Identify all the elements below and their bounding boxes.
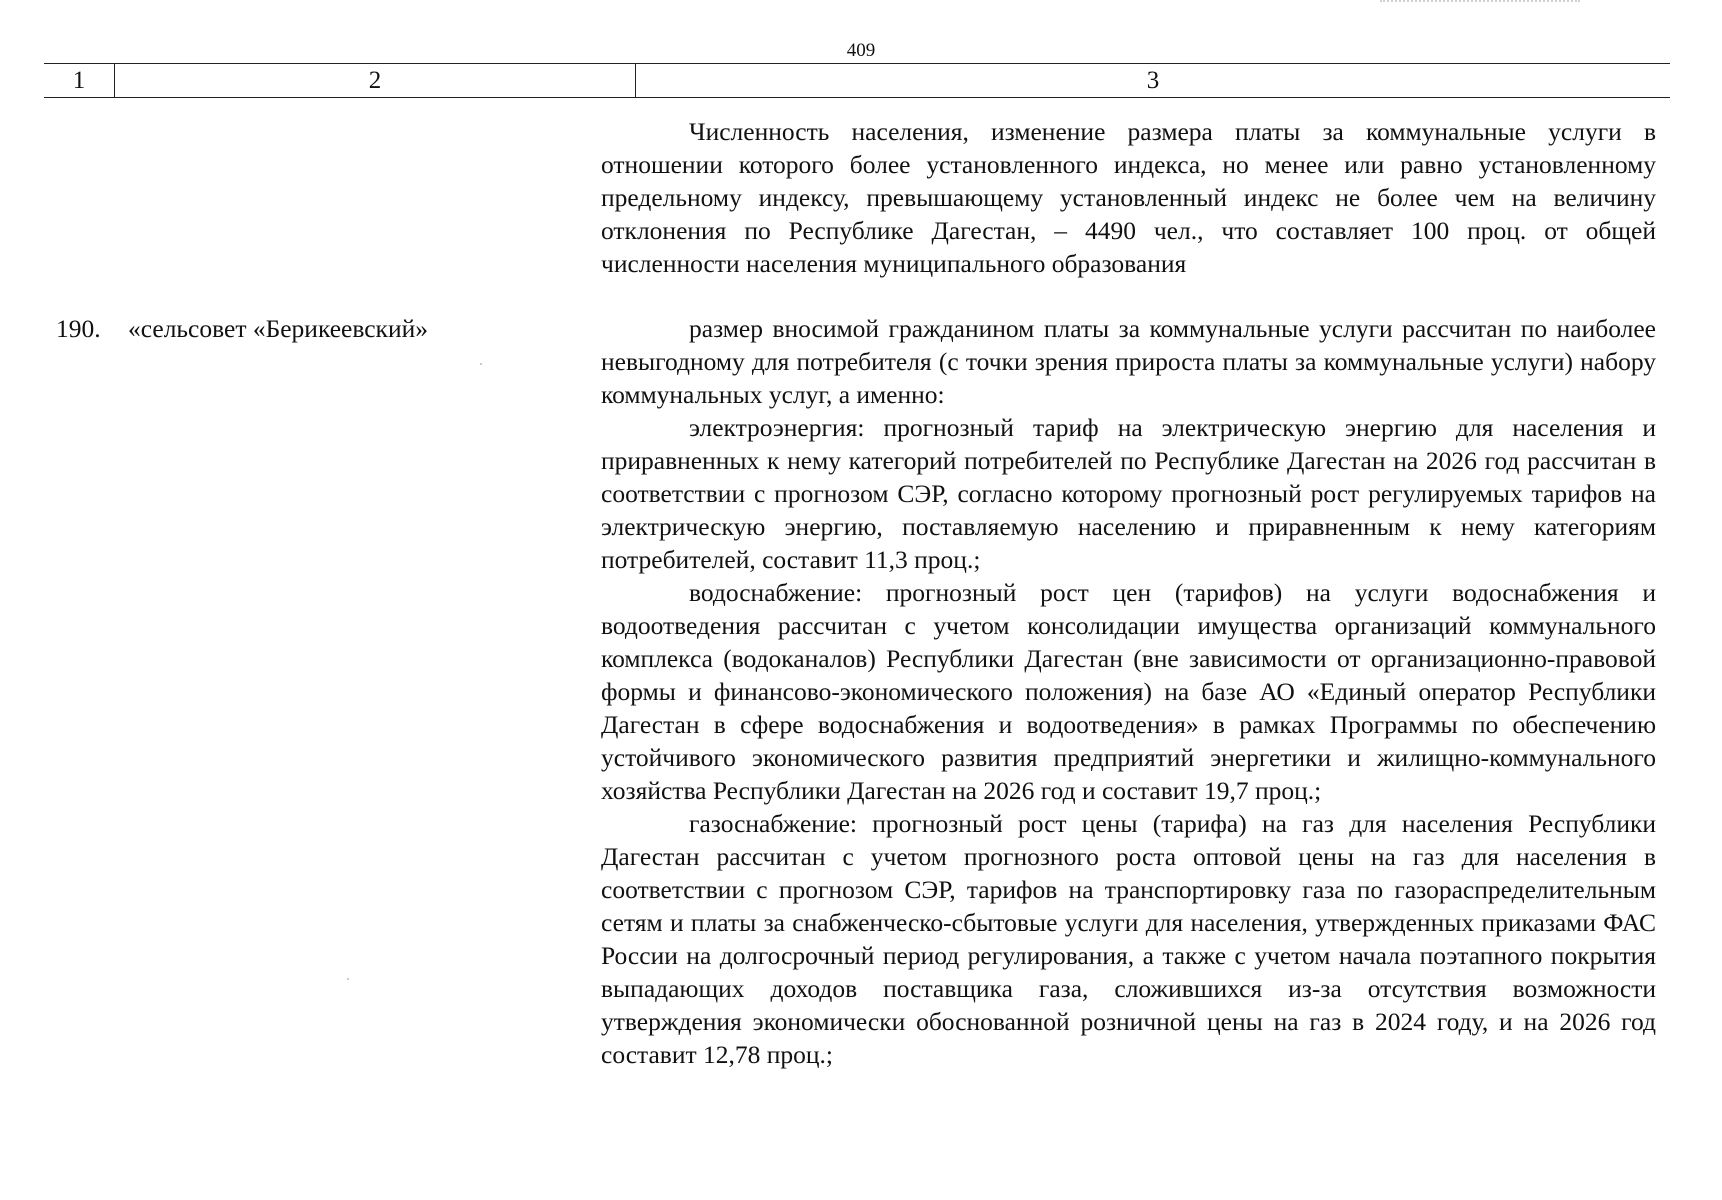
electricity-paragraph: электроэнергия: прогнозный тариф на электрическую энергию для населения и приравненных к нему категорий потребителей по Республике Дагестан на 2026 год рассчитан в соответствии с прогнозом СЭР, согласно которому прогнозный рост регулируемых тарифов на электрическую энергию, поставляемую населению и приравненным к нему категориям потребителей, составит 11,3 проц.; — [601, 413, 1656, 574]
column-header-2: 2 — [115, 64, 636, 97]
scan-speck — [480, 363, 482, 365]
page-number: 409 — [846, 40, 876, 61]
table-header-row — [44, 63, 1670, 98]
municipality-name: «сельсовет «Берикеевский» — [128, 314, 428, 343]
column-header-3: 3 — [1146, 67, 1160, 94]
population-text-block — [601, 115, 1656, 280]
water-supply-paragraph: водоснабжение: прогнозный рост цен (тарифов) на услуги водоснабжения и водоотведения рассчитан с учетом консолидации имущества организаций коммунального комплекса (водоканалов) Республики Дагестан (вне зависимости от организационно-правовой формы и финансово-экономического положения) на базе АО «Единый оператор Республики Дагестан в сфере водоснабжения и водоотведения» в рамках Программы по обеспечению устойчивого экономического развития предприятий энергетики и жилищно-коммунального хозяйства Республики Дагестан на 2026 год и составит 19,7 проц.; — [601, 578, 1656, 805]
scan-speck — [347, 978, 349, 980]
column-header-1: 1 — [44, 64, 115, 97]
payment-intro-paragraph: размер вносимой гражданином платы за коммунальные услуги рассчитан по наиболее невыгодному для потребителя (с точки зрения прироста платы за коммунальные услуги) набору коммунальных услуг, а именно: — [601, 314, 1656, 409]
payment-text-block — [601, 312, 1656, 1071]
scan-artifact — [1380, 0, 1580, 4]
gas-supply-paragraph: газоснабжение: прогнозный рост цены (тарифа) на газ для населения Республики Дагестан рассчитан с учетом прогнозного роста оптовой цены на газ для населения в соответствии с прогнозом СЭР, тарифов на транспортировку газа по газораспределительным сетям и платы за снабженческо-сбытовые услуги для населения, утвержденных приказами ФАС России на долгосрочный период регулирования, а также с учетом начала поэтапного покрытия выпадающих доходов поставщика газа, сложившихся из-за отсутствия возможности утверждения экономически обоснованной розничной цены на газ в 2024 году, и на 2026 год составит 12,78 проц.; — [601, 809, 1656, 1069]
population-paragraph: Численность населения, изменение размера платы за коммунальные услуги в отношении которого более установленного индекса, но менее или равно установленному предельному индексу, превышающему установленный индекс не более чем на величину отклонения по Республике Дагестан, – 4490 чел., что составляет 100 проц. от общей численности населения муниципального образования — [601, 117, 1656, 278]
row-number: 190. — [56, 314, 101, 343]
